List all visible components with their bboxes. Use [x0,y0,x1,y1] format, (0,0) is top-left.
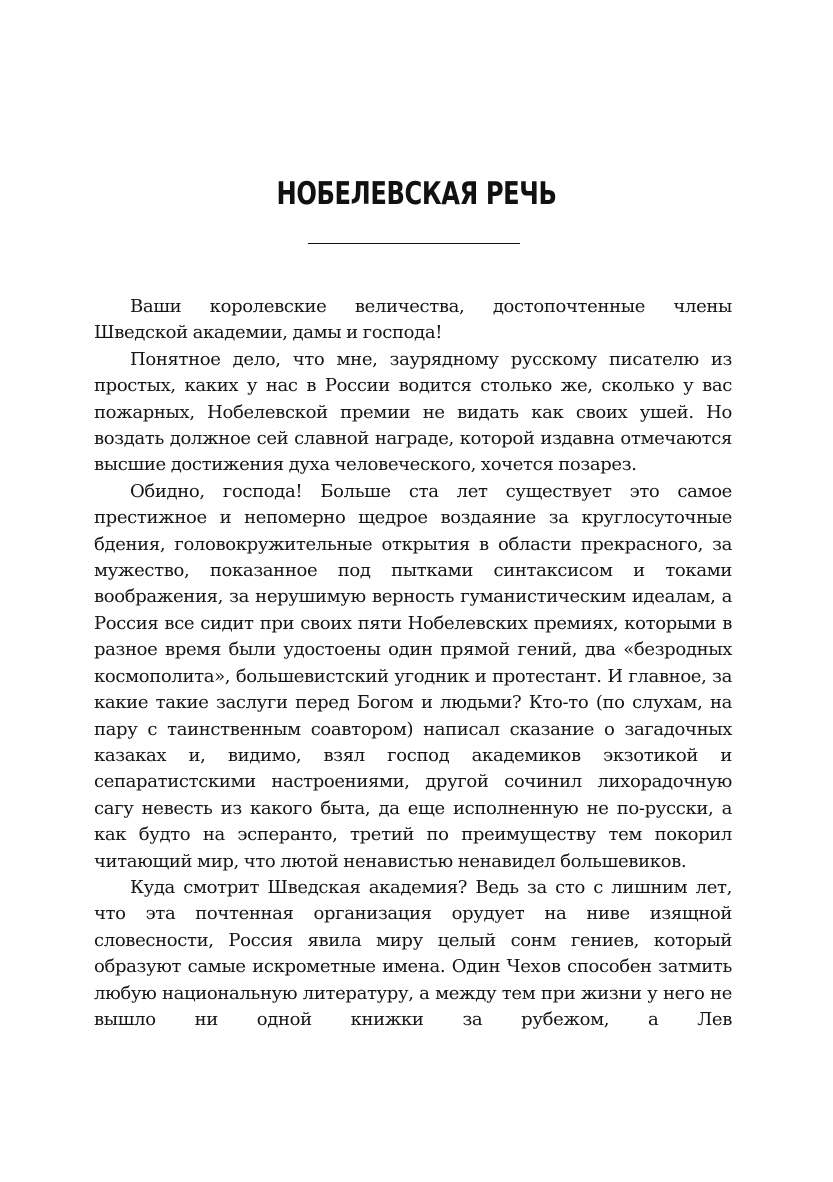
body-text [94,294,732,1033]
paragraph: Обидно, господа! Больше ста лет существует это самое престижное и непомерно щедрое воздаяние за круглосуточные бдения, головокружительные открытия в области прекрасного, за мужество, показанное под пытками синтаксисом и токами воображения, за нерушимую верность гуманистическим идеалам, а Россия все сидит при своих пяти Нобелевских премиях, которыми в разное время были удостоены один прямой гений, два «безродных космополита», большевистский угодник и протестант. И главное, за какие такие заслуги перед Богом и людьми? Кто-то (по слухам, на пару с таинственным соавтором) написал сказание о загадочных казаках и, видимо, взял господ академиков экзотикой и сепаратистскими настроениями, другой сочинил лихорадочную сагу невесть из какого быта, да еще исполненную не по-русски, а как будто на эсперанто, третий по преимуществу тем покорил читающий мир, что лютой ненавистью ненавидел большевиков. [94,480,732,872]
paragraph: Ваши королевские величества, достопочтенные члены Шведской академии, дамы и господа! [94,296,732,344]
title-divider [308,243,520,244]
paragraph: Куда смотрит Шведская академия? Ведь за сто с лишним лет, что эта почтенная организация орудует на ниве изящной словесности, Россия явила миру целый сонм гениев, который образуют самые искрометные имена. Один Чехов способен затмить любую национальную литературу, а между тем при жизни у него не вышло ни одной книжки за рубежом, а Лев [94,876,732,1030]
paragraph: Понятное дело, что мне, заурядному русскому писателю из простых, каких у нас в России водится столько же, сколько у вас пожарных, Нобелевской премии не видать как своих ушей. Но воздать должное сей славной награде, которой издавна отмечаются высшие достижения духа человеческого, хочется позарез. [94,348,732,476]
chapter-title: НОБЕЛЕВСКАЯ РЕЧЬ [276,176,557,212]
